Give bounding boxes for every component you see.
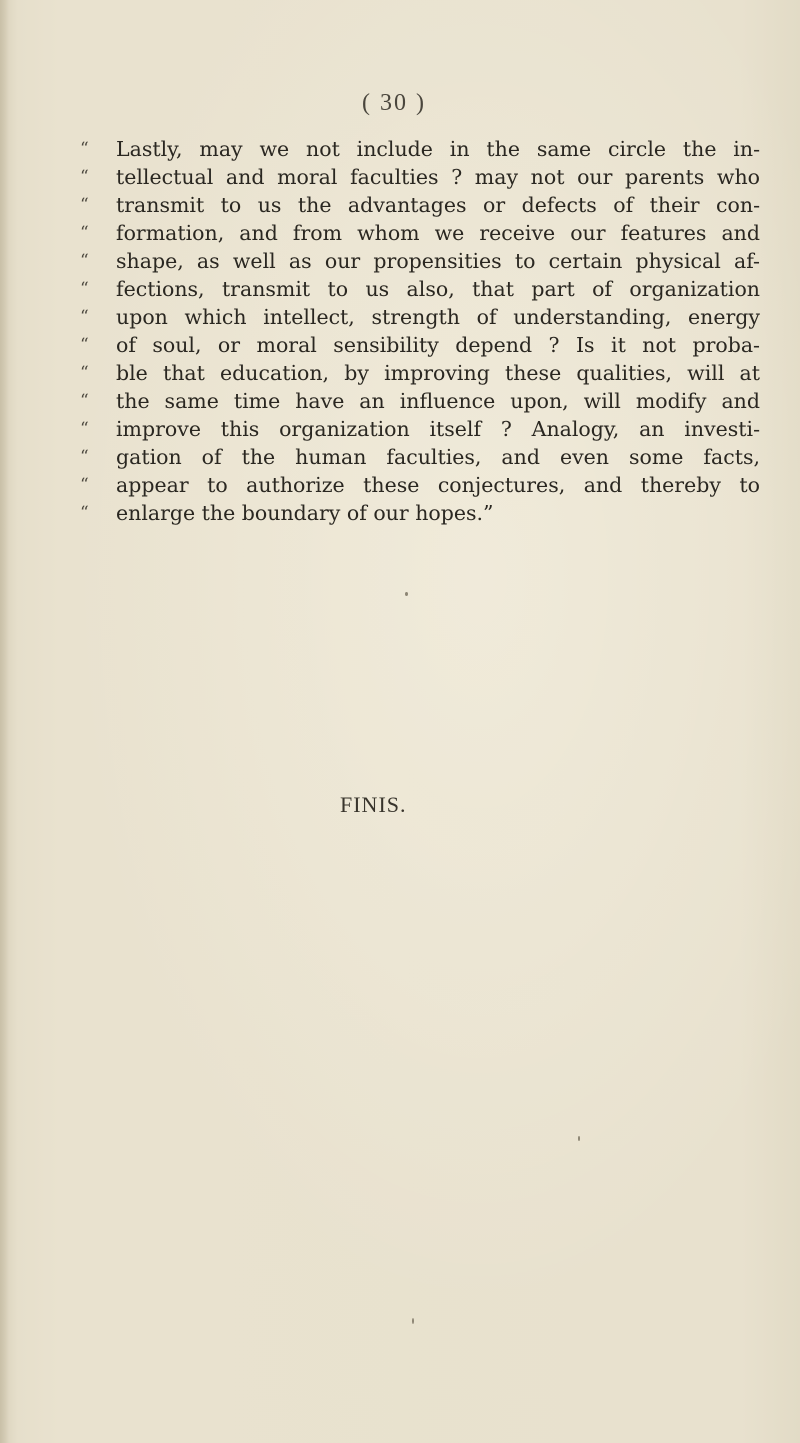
line-text: appear to authorize these conjectures, and thereby to (116, 473, 760, 497)
text-line (80, 415, 760, 443)
paper-speck (578, 1136, 580, 1141)
text-line (80, 387, 760, 415)
quote-mark: “ (80, 307, 89, 327)
line-text: Lastly, may we not include in the same circle the in- (116, 137, 760, 161)
quote-mark: “ (80, 139, 89, 159)
text-line (80, 303, 760, 331)
text-line (80, 443, 760, 471)
quote-mark: “ (80, 167, 89, 187)
line-text: gation of the human faculties, and even some facts, (116, 445, 760, 469)
paper-speck (412, 1318, 414, 1324)
quote-mark: “ (80, 391, 89, 411)
page-number: ( 30 ) (362, 90, 426, 116)
page-gutter-shadow (0, 0, 9, 1443)
paper-speck (405, 592, 408, 596)
text-line (80, 499, 760, 527)
line-text: formation, and from whom we receive our features and (116, 221, 760, 245)
text-line (80, 219, 760, 247)
finis-heading: FINIS. (340, 792, 407, 817)
line-text: the same time have an influence upon, will modify and (116, 389, 760, 413)
quote-mark: “ (80, 447, 89, 467)
quote-mark: “ (80, 223, 89, 243)
quote-mark: “ (80, 419, 89, 439)
line-text: tellectual and moral faculties ? may not our parents who (116, 165, 760, 189)
quote-mark: “ (80, 363, 89, 383)
line-text: of soul, or moral sensibility depend ? Is it not proba- (116, 333, 760, 357)
quote-mark: “ (80, 195, 89, 215)
text-line (80, 471, 760, 499)
quote-mark: “ (80, 475, 89, 495)
line-text: transmit to us the advantages or defects of their con- (116, 193, 760, 217)
text-line (80, 247, 760, 275)
text-line (80, 163, 760, 191)
text-line (80, 275, 760, 303)
quote-mark: “ (80, 503, 89, 523)
line-text: improve this organization itself ? Analogy, an investi- (116, 417, 760, 441)
quote-mark: “ (80, 251, 89, 271)
line-text: fections, transmit to us also, that part of organization (116, 277, 760, 301)
quote-mark: “ (80, 279, 89, 299)
line-text: shape, as well as our propensities to certain physical af- (116, 249, 760, 273)
body-text (80, 135, 760, 527)
text-line (80, 359, 760, 387)
line-text: ble that education, by improving these qualities, will at (116, 361, 760, 385)
text-line (80, 135, 760, 163)
text-line (80, 191, 760, 219)
line-text: upon which intellect, strength of understanding, energy (116, 305, 760, 329)
quote-mark: “ (80, 335, 89, 355)
text-line (80, 331, 760, 359)
line-text: enlarge the boundary of our hopes.” (116, 501, 494, 525)
